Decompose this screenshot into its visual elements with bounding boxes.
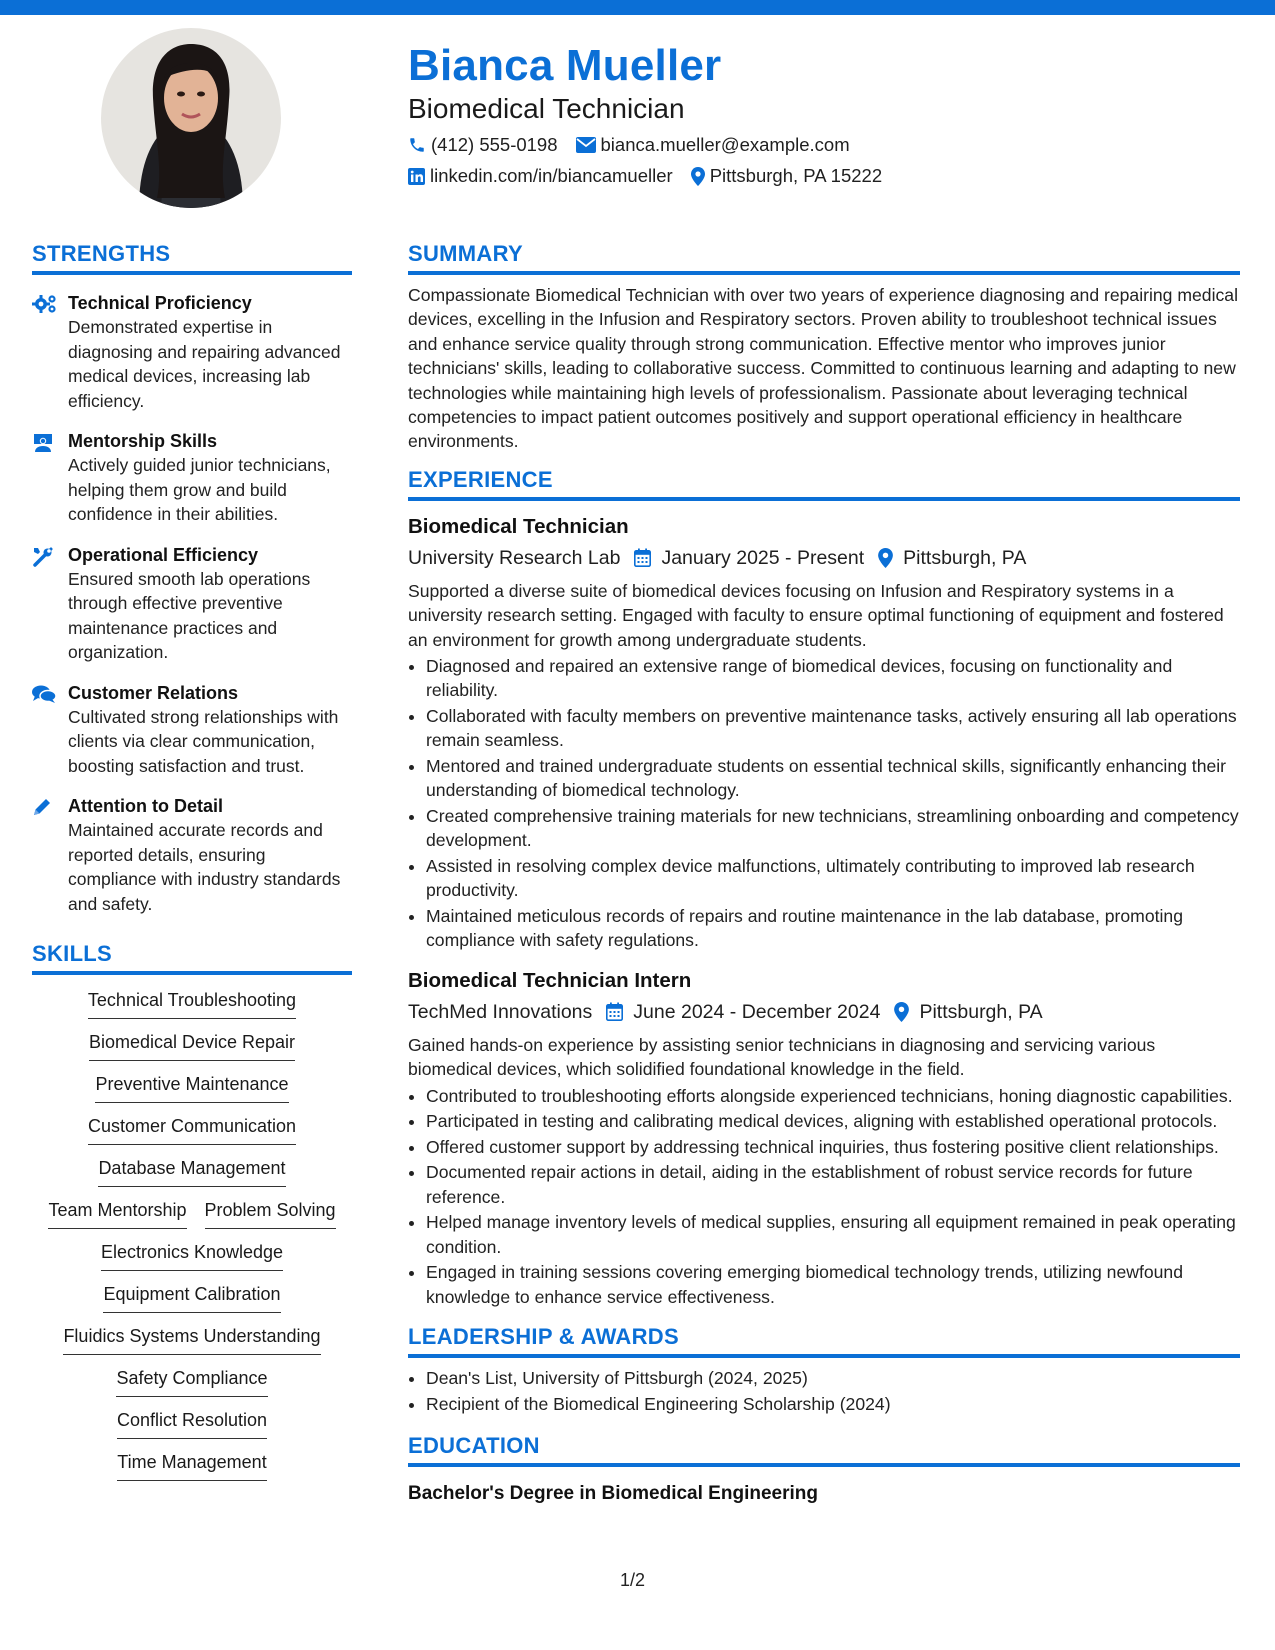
phone-text: (412) 555-0198 [431,134,558,155]
skills-heading: SKILLS [32,940,352,975]
envelope-icon [576,137,596,153]
job-dates: January 2025 - Present [661,546,865,569]
education-heading: EDUCATION [408,1432,1240,1467]
contact-row-2 [408,163,1238,189]
strength-desc: Maintained accurate records and reported details, ensuring compliance with industry standards and safety. [68,820,341,914]
job-title: Biomedical Technician [408,514,629,538]
strength-title: Operational Efficiency [68,544,259,565]
linkedin-text: linkedin.com/in/biancamueller [430,165,673,186]
job-location-wrap [878,543,1026,573]
phone-icon [408,136,426,154]
candidate-name: Bianca Mueller [408,41,722,90]
job-bullets [408,1084,1240,1310]
location-contact [691,165,882,187]
contact-row-1 [408,132,1238,158]
list-item: • Diagnosed and repaired an extensive range of biomedical devices, focusing on functionality and reliability. [426,654,1240,703]
education-degree: Bachelor's Degree in Biomedical Engineering [408,1483,818,1505]
linkedin-contact[interactable] [408,165,673,187]
strength-desc: Actively guided junior technicians, helping them grow and build confidence in their abilities. [68,455,331,524]
skill-tag: Problem Solving [205,1195,336,1229]
job-title: Biomedical Technician Intern [408,968,692,992]
teacher-icon [32,429,68,527]
calendar-icon [606,1002,623,1021]
top-accent-bar [0,0,1275,15]
job-entry [408,967,1240,1309]
strength-title: Customer Relations [68,682,239,703]
list-item: • Contributed to troubleshooting efforts alongside experienced technicians, honing diagnostic capabilities. [426,1084,1240,1108]
list-item: • Maintained meticulous records of repairs and routine maintenance in the lab database, promoting compliance with safety regulations. [426,904,1240,953]
email-contact[interactable] [576,134,850,156]
skill-tag: Technical Troubleshooting [88,985,296,1019]
experience-heading: EXPERIENCE [408,466,1240,501]
strength-title: Attention to Detail [68,796,223,816]
job-location-wrap [894,997,1042,1027]
map-pin-icon [894,1002,909,1022]
calendar-icon [634,548,651,567]
skill-tag: Fluidics Systems Understanding [63,1321,320,1355]
strength-desc: Ensured smooth lab operations through effective preventive maintenance practices and organization. [68,568,311,662]
summary-heading: SUMMARY [408,240,1240,275]
job-description: Gained hands-on experience by assisting senior technicians in diagnosing and servicing various biomedical devices, which solidified foundational knowledge in the field. [408,1034,1156,1080]
tools-icon [32,543,68,665]
leadership-heading: LEADERSHIP & AWARDS [408,1323,1240,1358]
leadership-list [408,1366,1240,1416]
resume-header [408,40,1238,189]
profile-photo [101,28,281,208]
job-company: University Research Lab [408,546,621,569]
right-column [408,240,1240,1507]
list-item: • Collaborated with faculty members on preventive maintenance tasks, actively ensuring all lab operations remain seamless. [426,704,1240,753]
skill-tag: Database Management [98,1153,285,1187]
summary-text: Compassionate Biomedical Technician with over two years of experience diagnosing and repairing medical devices, excelling in the Infusion and Respiratory sectors. Proven ability to troubleshoot technical issues and enhance service quality through strong communication. Effective mentor who improves junior technicians' skills, leading to collaborative success. Committed to continuous learning and adapting to new technologies while maintaining high levels of professionalism. Passionate about leveraging technical competencies to impact patient outcomes positively and support operational efficiency in healthcare environments. [408,285,1238,452]
list-item: • Mentored and trained undergraduate students on essential technical skills, significantly enhancing their understanding of biomedical technology. [426,754,1240,803]
job-bullets [408,654,1240,953]
comments-icon [32,681,68,779]
strength-item [32,291,352,413]
strength-item [32,429,352,527]
job-meta [408,997,1240,1027]
list-item: • Assisted in resolving complex device malfunctions, ultimately contributing to improved lab research productivity. [426,854,1240,903]
list-item: • Engaged in training sessions covering emerging biomedical technology trends, utilizing newfound knowledge to enhance service effectiveness. [426,1260,1240,1309]
skill-tag: Biomedical Device Repair [89,1027,295,1061]
linkedin-icon [408,168,425,185]
job-entry [408,513,1240,953]
strength-item [32,794,352,916]
skill-tag: Customer Communication [88,1111,296,1145]
job-dates: June 2024 - December 2024 [633,1000,881,1023]
skill-tag: Preventive Maintenance [95,1069,288,1103]
skill-tag: Safety Compliance [116,1363,267,1397]
job-dates-wrap [634,543,864,573]
list-item: • Offered customer support by addressing technical inquiries, thus fostering positive client relationships. [426,1135,1240,1159]
map-pin-icon [691,167,705,186]
pencil-icon [32,794,68,916]
skill-tag: Conflict Resolution [117,1405,267,1439]
left-column [32,240,352,1489]
list-item: • Helped manage inventory levels of medical supplies, ensuring all equipment remained in peak operating condition. [426,1210,1240,1259]
job-company: TechMed Innovations [408,1000,593,1023]
strength-desc: Demonstrated expertise in diagnosing and repairing advanced medical devices, increasing lab efficiency. [68,317,341,411]
page-number: 1/2 [620,1570,646,1590]
strength-item [32,543,352,665]
skill-tag: Electronics Knowledge [101,1237,283,1271]
list-item: • Created comprehensive training materials for new technicians, streamlining onboarding and competency development. [426,804,1240,853]
location-text: Pittsburgh, PA 15222 [709,165,883,186]
list-item: • Dean's List, University of Pittsburgh (2024, 2025) [426,1366,1240,1390]
list-item: • Recipient of the Biomedical Engineering Scholarship (2024) [426,1392,1240,1416]
phone-contact[interactable] [408,134,558,156]
strength-title: Mentorship Skills [68,431,218,451]
job-location: Pittsburgh, PA [919,1000,1043,1023]
list-item: • Participated in testing and calibrating medical devices, aligning with established operational protocols. [426,1109,1240,1133]
job-description: Supported a diverse suite of biomedical devices focusing on Infusion and Respiratory systems in a university research setting. Engaged with faculty to ensure optimal functioning of equipment and fostered an environment for growth among undergraduate students. [408,580,1224,650]
strength-desc: Cultivated strong relationships with clients via clear communication, boosting satisfaction and trust. [68,706,339,776]
strength-title: Technical Proficiency [68,293,252,313]
gears-icon [32,291,68,413]
skills-list [32,985,352,1481]
strengths-heading: STRENGTHS [32,240,352,275]
map-pin-icon [878,548,893,568]
email-text: bianca.mueller@example.com [600,134,850,155]
list-item: • Documented repair actions in detail, aiding in the establishment of robust service records for future reference. [426,1160,1240,1209]
skill-tag: Equipment Calibration [103,1279,280,1313]
skill-tag: Team Mentorship [48,1195,186,1229]
candidate-title: Biomedical Technician [408,93,685,124]
job-dates-wrap [606,997,880,1027]
job-location: Pittsburgh, PA [903,546,1027,569]
skill-tag: Time Management [117,1447,266,1481]
job-meta [408,543,1240,573]
strength-item [32,681,352,779]
